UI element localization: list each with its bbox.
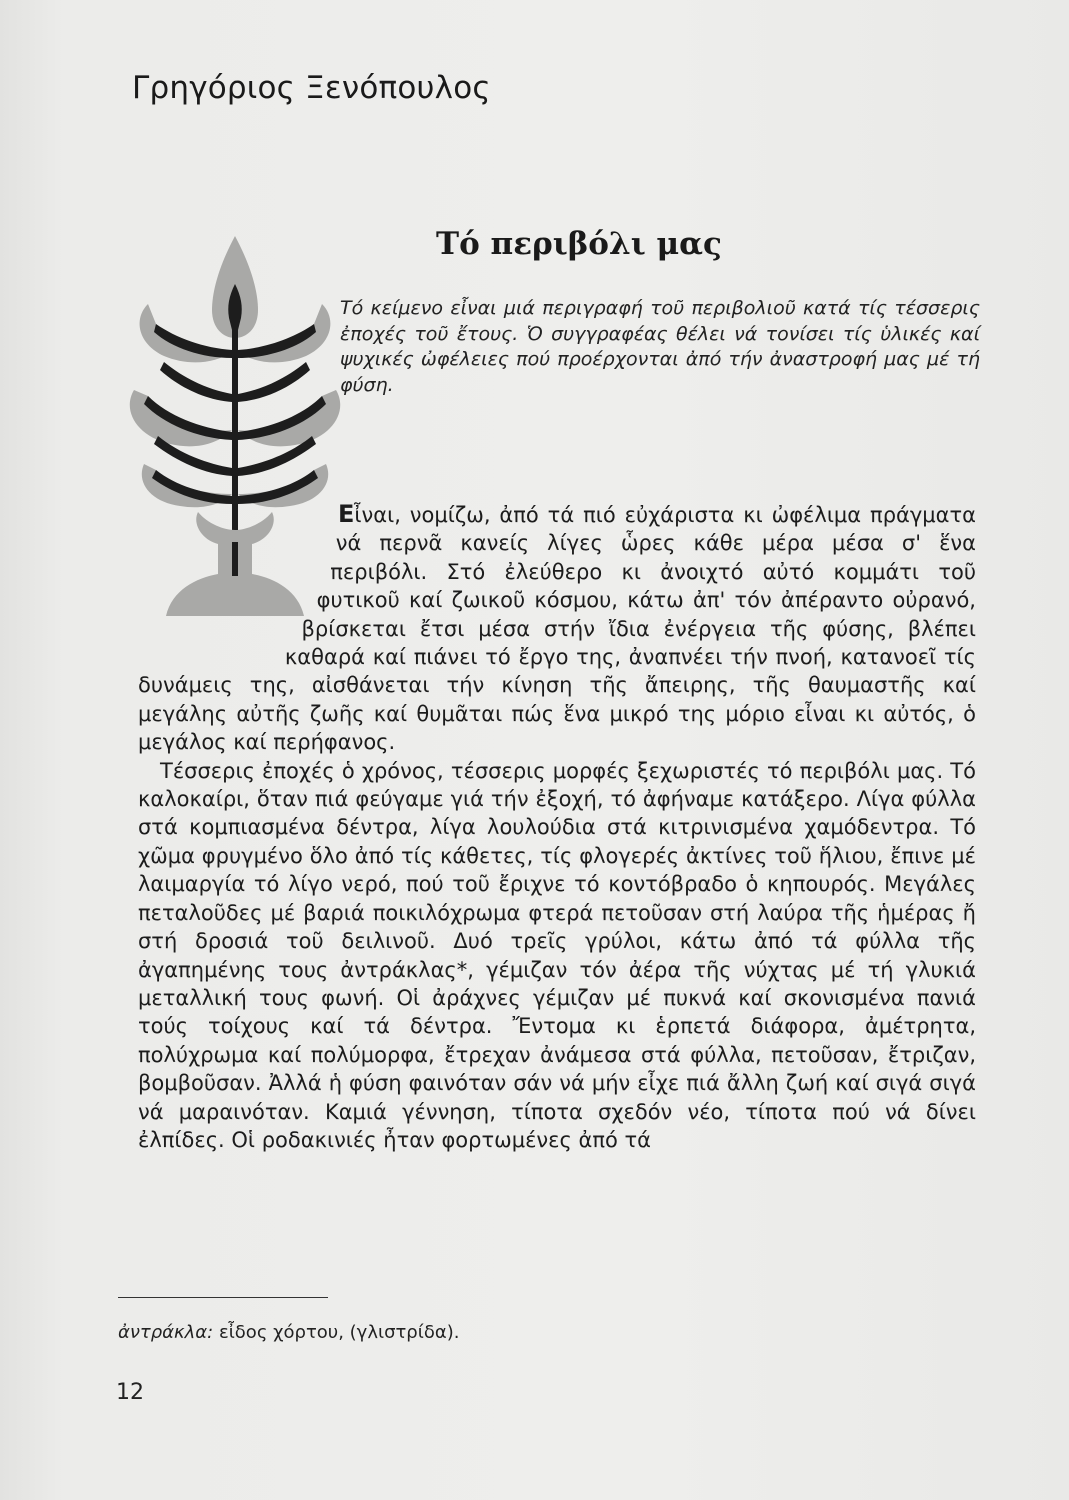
paragraph-2: Τέσσερις ἐποχές ὁ χρόνος, τέσσερις μορφές ξεχωριστές τό περιβόλι μας. Τό καλοκαίρι, ὅταν πιά φεύγαμε γιά τήν ἐξοχή, τό ἀφήναμε κατάξερο. Λίγα φύλλα στά κομπιασμένα δέντρα, λίγα λουλούδια στά κιτρινισμένα χαμόδεντρα. Τό χῶμα φρυγμένο ὅλο ἀπό τίς κάθετες, τίς φλογερές ἀκτίνες τοῦ ἥλιου, ἔπινε μέ λαιμαργία τό λίγο νερό, πού τοῦ ἔριχνε τό κοντόβραδο ὁ κηπουρός. Μεγάλες πεταλοῦδες μέ βαριά ποικιλόχρωμα φτερά πετοῦσαν στή λαύρα τῆς ἡμέρας ἤ στή δροσιά τοῦ δειλινοῦ. Δυό τρεῖς γρύλοι, κάτω ἀπό τά φύλλα τῆς ἀγαπημένης τους ἀντράκλας*, γέμιζαν τόν ἀέρα τῆς νύχτας μέ τή γλυκιά μεταλλική τους φωνή. Οἱ ἀράχνες γέμιζαν μέ πυκνά καί σκονισμένα πανιά τούς τοίχους καί τά δέντρα. Ἔντομα κι ἑρπετά διάφορα, ἀμέτρητα, πολύχρωμα καί πολύμορφα, ἔτρεχαν ἀνάμεσα στά φύλλα, πετοῦσαν, ἔτριζαν, βομβοῦσαν. Ἀλλά ἡ φύση φαινόταν σάν νά μήν εἶχε πιά ἄλλη ζωή καί σιγά σιγά νά μαραινόταν. Καμιά γέννηση, τίποτα σχεδόν νέο, τίποτα πού νά δίνει ἐλπίδες. Οἱ ροδακινιές ἦταν φορτωμένες ἀπό τά xyxy=(138,758,976,1152)
footnote xyxy=(118,1322,459,1343)
paragraph-1-text: ἶναι, νομίζω, ἀπό τά πιό εὐχάριστα κι ὠφέλιμα πράγματα νά περνᾶ κανείς λίγες ὧρες κάθε μέρα μέσα σ' ἕνα περιβόλι. Στό ἐλεύθερο κι ἀνοιχτό αὐτό κομμάτι τοῦ φυτικοῦ καί ζωικοῦ κόσμου, κάτω ἀπ' τόν ἀπέραντο οὐρανό, βρίσκεται ἔτσι μέσα στήν ἴδια ἐνέργεια τῆς φύσης, βλέπει καθαρά καί πιάνει τό ἔργο της, ἀναπνέει τήν πνοή, κατανοεῖ τίς δυνάμεις της, αἰσθάνεται τήν κίνηση τῆς ἄπειρης, τῆς θαυμαστῆς καί μεγάλης αὐτῆς ζωῆς καί θυμᾶται πώς ἕνα μικρό της μόριο εἶναι κι αὐτός, ὁ μεγάλος καί περήφανος. xyxy=(138,503,976,755)
chapter-title: Τό περιβόλι μας xyxy=(436,226,722,262)
main-text xyxy=(138,500,976,1154)
footnote-term: ἀντράκλα: xyxy=(118,1322,214,1343)
initial-letter: Ε xyxy=(338,500,355,528)
intro-paragraph: Τό κείμενο εἶναι μιά περιγραφή τοῦ περιβολιοῦ κατά τίς τέσσερις ἐποχές τοῦ ἔτους. Ὁ συγγραφέας θέλει νά τονίσει τίς ὑλικές καί ψυχικές ὠφέλειες πού προέρχονται ἀπό τήν ἀναστροφή μας μέ τή φύση. xyxy=(340,297,980,396)
footnote-definition: εἶδος χόρτου, (γλιστρίδα). xyxy=(213,1322,460,1343)
author-name: Γρηγόριος Ξενόπουλος xyxy=(132,70,491,106)
footnote-divider xyxy=(118,1297,328,1298)
page-number: 12 xyxy=(116,1380,144,1405)
